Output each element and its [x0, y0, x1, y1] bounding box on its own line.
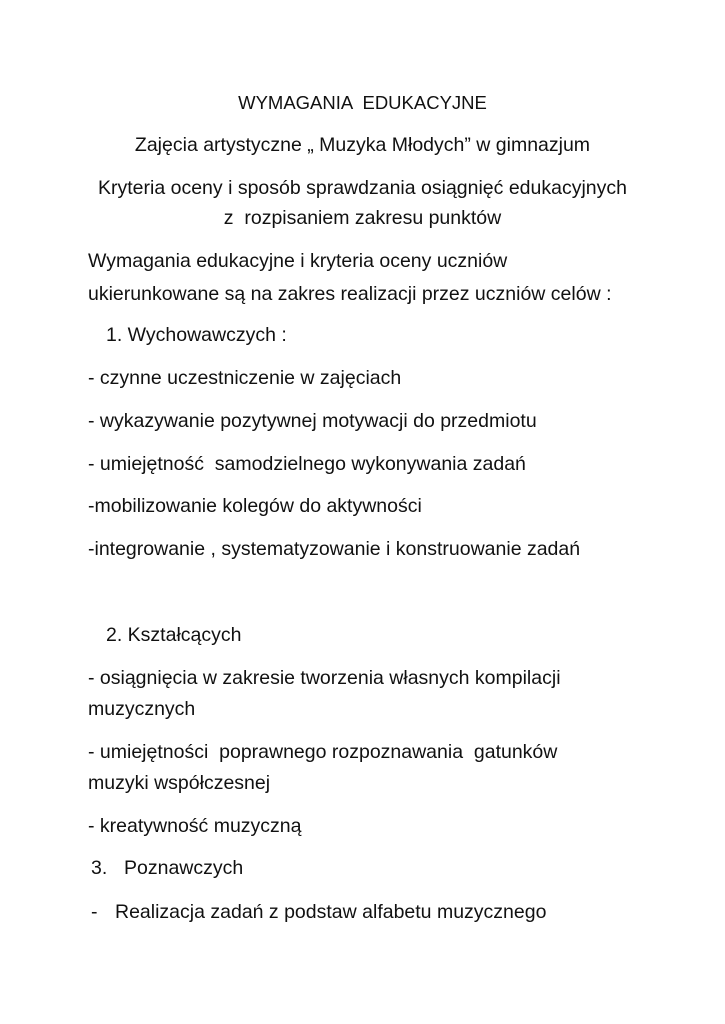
list-item: Realizacja zadań z podstaw alfabetu muzycznego: [115, 901, 547, 923]
intro-line-1: Wymagania edukacyjne i kryteria oceny uczniów: [88, 250, 508, 272]
intro-line-2: ukierunkowane są na zakres realizacji przez uczniów celów :: [88, 283, 612, 305]
list-item: - wykazywanie pozytywnej motywacji do przedmiotu: [88, 410, 537, 432]
list-item: - osiągnięcia w zakresie tworzenia własnych kompilacji: [88, 667, 561, 689]
section-2-heading: 2. Kształcących: [106, 624, 242, 646]
list-item: - czynne uczestniczenie w zajęciach: [88, 367, 402, 389]
document-subtitle: Zajęcia artystyczne „ Muzyka Młodych” w gimnazjum: [134, 134, 591, 156]
list-item-continuation: muzyki współczesnej: [88, 772, 271, 794]
list-item: - umiejętności poprawnego rozpoznawania gatunków: [88, 741, 558, 763]
list-item: -mobilizowanie kolegów do aktywności: [88, 495, 422, 517]
list-item-continuation: muzycznych: [88, 698, 196, 720]
list-item-dash: -: [91, 901, 98, 923]
criteria-line-1: Kryteria oceny i sposób sprawdzania osiągnięć edukacyjnych: [98, 177, 627, 199]
criteria-line-2: z rozpisaniem zakresu punktów: [223, 207, 502, 229]
list-item: - kreatywność muzyczną: [88, 815, 302, 837]
section-3-number: 3.: [91, 857, 108, 879]
list-item: - umiejętność samodzielnego wykonywania zadań: [88, 453, 526, 475]
section-3-heading: Poznawczych: [124, 857, 244, 879]
list-item: -integrowanie , systematyzowanie i konstruowanie zadań: [88, 538, 581, 560]
document-title: WYMAGANIA EDUKACYJNE: [238, 92, 487, 113]
section-1-heading: 1. Wychowawczych :: [106, 324, 287, 346]
